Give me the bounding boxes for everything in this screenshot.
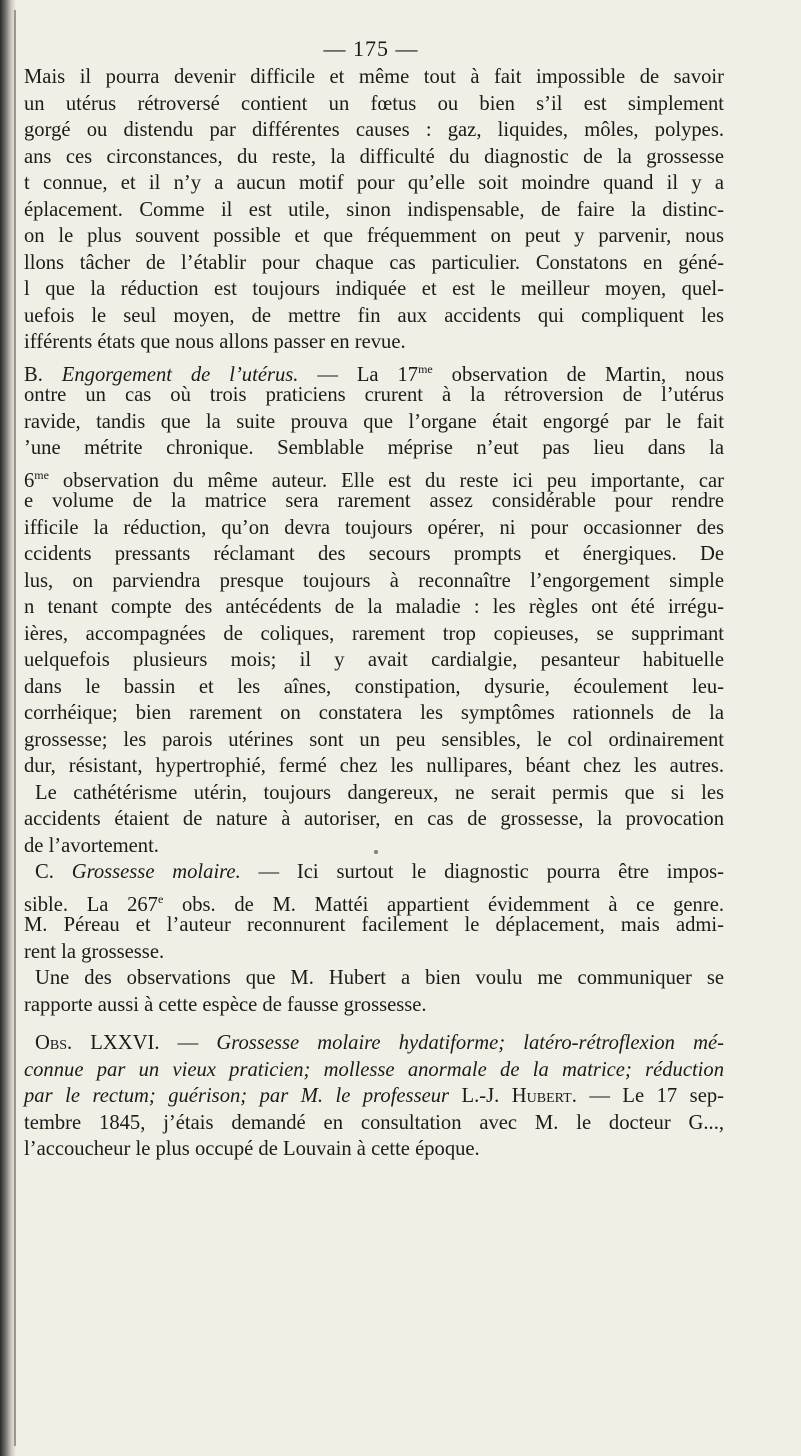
text-line: l’accoucheur le plus occupé de Louvain à cette époque. [24,1138,480,1160]
text-line: grossesse; les parois utérines sont un peu sensibles, le col ordinairement [24,728,724,751]
text-line: ’une métrite chronique. Semblable méprise n’eut pas lieu dans la [24,437,724,459]
text-line: par le rectum; guérison; par M. le professeur L.-J. Hubert. — Le 17 sep- [24,1085,724,1107]
text-line: ières, accompagnées de coliques, rarement trop copieuses, se supprimant [24,622,724,645]
text-line: Une des observations que M. Hubert a bien voulu me communiquer se [35,967,724,989]
print-speck [374,850,378,854]
text-line: connue par un vieux praticien; mollesse anormale de la matrice; réduction [24,1058,724,1081]
text-line: t connue, et il n’y a aucun motif pour qu’elle soit moindre quand il y a [24,172,724,194]
text-line: accidents étaient de nature à autoriser, en cas de grossesse, la provocation [24,808,724,830]
binding-edge [14,10,16,1446]
text-line: dans le bassin et les aînes, constipation, dysurie, écoulement leu- [24,675,724,698]
text-line: gorgé ou distendu par différentes causes : gaz, liquides, môles, polypes. [24,119,724,141]
text-line: ravide, tandis que la suite prouva que l’organe était engorgé par le fait [24,410,724,433]
text-line: tembre 1845, j’étais demandé en consultation avec M. le docteur G..., [24,1111,724,1134]
text-line: on le plus souvent possible et que fréquemment on peut y parvenir, nous [24,225,724,247]
text-line: ccidents pressants réclamant des secours prompts et énergiques. De [24,543,724,565]
text-line: uefois le seul moyen, de mettre fin aux accidents qui compliquent les [24,304,724,327]
text-line: corrhéique; bien rarement on constatera les symptômes rationnels de la [24,702,724,724]
text-line: uelquefois plusieurs mois; il y avait cardialgie, pesanteur habituelle [24,649,724,671]
text-line: $6^{me}$ observation du même auteur. Elle est du reste ici peu importante, car [24,467,724,492]
body-text [24,64,724,1163]
text-line: C. Grossesse molaire. — Ici surtout le diagnostic pourra être impos- [35,861,724,883]
text-line: ifficile la réduction, qu’on devra toujours opérer, ni pour occasionner des [24,516,724,539]
text-line: éplacement. Comme il est utile, sinon indispensable, de faire la distinc- [24,198,724,221]
text-line: M. Péreau et l’auteur reconnurent facilement le déplacement, mais admi- [24,914,724,936]
text-line: rent la grossesse. [24,940,165,963]
book-page [24,0,782,1456]
text-line: llons tâcher de l’établir pour chaque cas particulier. Constatons en géné- [24,251,724,274]
text-line: n tenant compte des antécédents de la maladie : les règles ont été irrégu- [24,596,724,618]
text-line: ontre un cas où trois praticiens crurent à la rétroversion de l’utérus [24,384,724,406]
text-line: ans ces circonstances, du reste, la difficulté du diagnostic de la grossesse [24,145,724,168]
text-line: Mais il pourra devenir difficile et même tout à fait impossible de savoir [24,66,724,88]
text-line: e volume de la matrice sera rarement assez considérable pour rendre [24,490,724,512]
text-line: lus, on parviendra presque toujours à reconnaître l’engorgement simple [24,569,724,592]
text-line: un utérus rétroversé contient un fœtus ou bien s’il est simplement [24,92,724,115]
text-line: l que la réduction est toujours indiquée et est le meilleur moyen, quel- [24,278,724,300]
text-line: B. Engorgement de l’utérus. — La $17^{me}$ observation de Martin, nous [24,361,724,386]
text-line: sible. La 267e obs. de M. Mattéi appartient évidemment à ce genre. [24,891,724,916]
text-line: dur, résistant, hypertrophié, fermé chez les nullipares, béant chez les autres. [24,755,724,777]
page-number: — 175 — [323,36,419,61]
text-line: Le cathétérisme utérin, toujours dangereux, ne serait permis que si les [35,781,724,804]
text-line: de l’avortement. [24,834,159,857]
text-line: ifférents états que nous allons passer en revue. [24,331,406,353]
paragraph-gap [24,1018,724,1030]
text-line: rapporte aussi à cette espèce de fausse grossesse. [24,993,427,1016]
text-line: Obs. LXXVI. — Grossesse molaire hydatiforme; latéro-rétroflexion mé- [35,1032,724,1054]
